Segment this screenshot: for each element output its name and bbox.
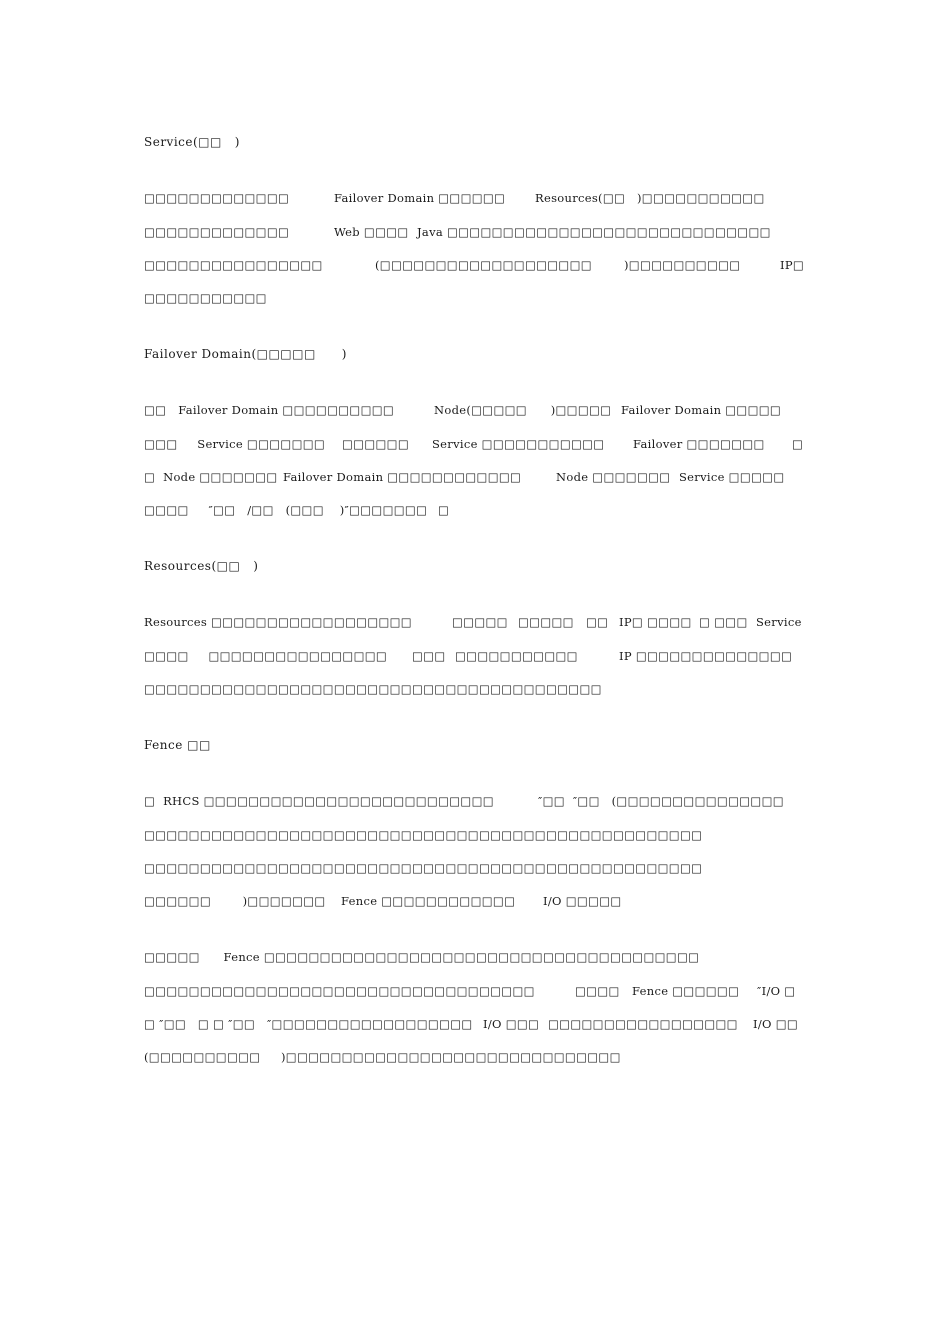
- text-segment: □□□□□□□□□□□□□: [144, 191, 290, 205]
- text-segment: □□ Failover Domain □□□□□□□□□□: [144, 403, 395, 417]
- paragraph-line: [0, 402, 950, 422]
- text-segment: ″□□ ″□□ (□□□□□□□□□□□□□□□: [538, 794, 784, 808]
- heading-text: Service(□□ ): [144, 135, 240, 149]
- paragraph-line: [0, 681, 950, 701]
- text-segment: □□□□□□ )□□□□□□□: [144, 894, 326, 908]
- text-segment: □ □□□: [699, 615, 748, 629]
- paragraph-line: [0, 860, 950, 880]
- text-segment: □□□□□□□□□□□□□□□□□□□□□□□□□□□□□□□□□□□□□□□□□□□□□□□□□□: [144, 828, 703, 842]
- text-segment: Failover Domain □□□□□: [621, 403, 782, 417]
- heading-text: Fence □□: [144, 738, 211, 752]
- paragraph-line: [0, 290, 950, 310]
- text-segment: Resources(□□ )□□□□□□□□□□□: [535, 191, 765, 205]
- text-segment: IP□ □□□□: [619, 615, 692, 629]
- paragraph-line: [0, 1016, 950, 1036]
- paragraph-line: [0, 469, 950, 489]
- text-segment: Service □□□□□: [679, 470, 785, 484]
- section-heading-service: [0, 134, 950, 154]
- text-segment: IP□: [780, 258, 805, 272]
- text-segment: I/O □□: [753, 1017, 799, 1031]
- heading-text: Failover Domain(□□□□□ ): [144, 347, 347, 361]
- paragraph-line: [0, 614, 950, 634]
- text-segment: Fence □□□□□□: [632, 984, 740, 998]
- paragraph-line: [0, 190, 950, 210]
- text-segment: )□□□□□□□□□□: [624, 258, 741, 272]
- paragraph-line: [0, 502, 950, 522]
- text-segment: Web □□□□: [334, 225, 409, 239]
- paragraph-line: [0, 827, 950, 847]
- text-segment: Node □□□□□□□: [556, 470, 671, 484]
- text-segment: □□□□□□□□□□□□□□□□□□□□□□□□□□□□□□□□□□□□□□□□□: [144, 682, 602, 696]
- text-segment: □: [438, 503, 450, 517]
- paragraph-line: [0, 648, 950, 668]
- section-heading-resources: [0, 558, 950, 578]
- text-segment: □: [792, 437, 804, 451]
- text-segment: □ ″□□ □ □ ″□□ ″□□□□□□□□□□□□□□□□□□: [144, 1017, 473, 1031]
- paragraph-line: [0, 1049, 950, 1069]
- text-segment: I/O □□□: [483, 1017, 540, 1031]
- paragraph-line: [0, 224, 950, 244]
- text-segment: □□□□□: [518, 615, 574, 629]
- text-segment: I/O □□□□□: [543, 894, 622, 908]
- text-segment: )□□□□□□□□□□□□□□□□□□□□□□□□□□□□□□: [281, 1050, 621, 1064]
- text-segment: □□□□ □□□□□□□□□□□□□□□□: [144, 649, 388, 663]
- paragraph-line: [0, 949, 950, 969]
- text-segment: □ Node □□□□□□□: [144, 470, 278, 484]
- section-heading-failover-domain: [0, 346, 950, 366]
- text-segment: Service: [756, 615, 802, 629]
- text-segment: (□□□□□□□□□□□□□□□□□□□: [375, 258, 592, 272]
- text-segment: □□: [586, 615, 609, 629]
- paragraph-line: [0, 983, 950, 1003]
- text-segment: ″I/O □: [757, 984, 796, 998]
- text-segment: Service □□□□□□□□□□□: [432, 437, 605, 451]
- text-segment: □□□ Service □□□□□□□: [144, 437, 326, 451]
- text-segment: Failover □□□□□□□: [633, 437, 765, 451]
- paragraph-line: [0, 793, 950, 813]
- text-segment: Java □□□□□□□□□□□□□□□□□□□□□□□□□□□□□: [417, 225, 771, 239]
- text-segment: Failover Domain □□□□□□□□□□□□: [283, 470, 522, 484]
- text-segment: Failover Domain □□□□□□: [334, 191, 506, 205]
- text-segment: □□□□□: [452, 615, 508, 629]
- text-segment: □□□□□□□□□□□□□□□□: [144, 258, 323, 272]
- text-segment: □□□□□□□□□□□□□□□□□: [548, 1017, 738, 1031]
- paragraph-line: [0, 257, 950, 277]
- text-segment: □□□□□□□□□□□□□: [144, 225, 290, 239]
- text-segment: □□□□□□□□□□□: [455, 649, 578, 663]
- text-segment: □□□□ ″□□ /□□ (□□□ )″□□□□□□□: [144, 503, 428, 517]
- text-segment: Node(□□□□□ )□□□□□: [434, 403, 612, 417]
- text-segment: □□□□: [575, 984, 620, 998]
- text-segment: (□□□□□□□□□□: [144, 1050, 261, 1064]
- paragraph-line: [0, 893, 950, 913]
- text-segment: □□□□□□: [342, 437, 409, 451]
- text-segment: □□□□□□□□□□□: [144, 291, 267, 305]
- text-segment: □□□□□□□□□□□□□□□□□□□□□□□□□□□□□□□□□□□: [144, 984, 535, 998]
- text-segment: □□□: [412, 649, 446, 663]
- text-segment: □□□□□□□□□□□□□□□□□□□□□□□□□□□□□□□□□□□□□□□□□□□□□□□□□□: [144, 861, 703, 875]
- text-segment: Resources □□□□□□□□□□□□□□□□□□: [144, 615, 412, 629]
- text-segment: □□□□□ Fence □□□□□□□□□□□□□□□□□□□□□□□□□□□□□□□□□□□□□□□: [144, 950, 700, 964]
- text-segment: IP □□□□□□□□□□□□□□: [619, 649, 793, 663]
- section-heading-fence: [0, 737, 950, 757]
- heading-text: Resources(□□ ): [144, 559, 259, 573]
- text-segment: □ RHCS □□□□□□□□□□□□□□□□□□□□□□□□□□: [144, 794, 494, 808]
- text-segment: Fence □□□□□□□□□□□□: [341, 894, 516, 908]
- paragraph-line: [0, 436, 950, 456]
